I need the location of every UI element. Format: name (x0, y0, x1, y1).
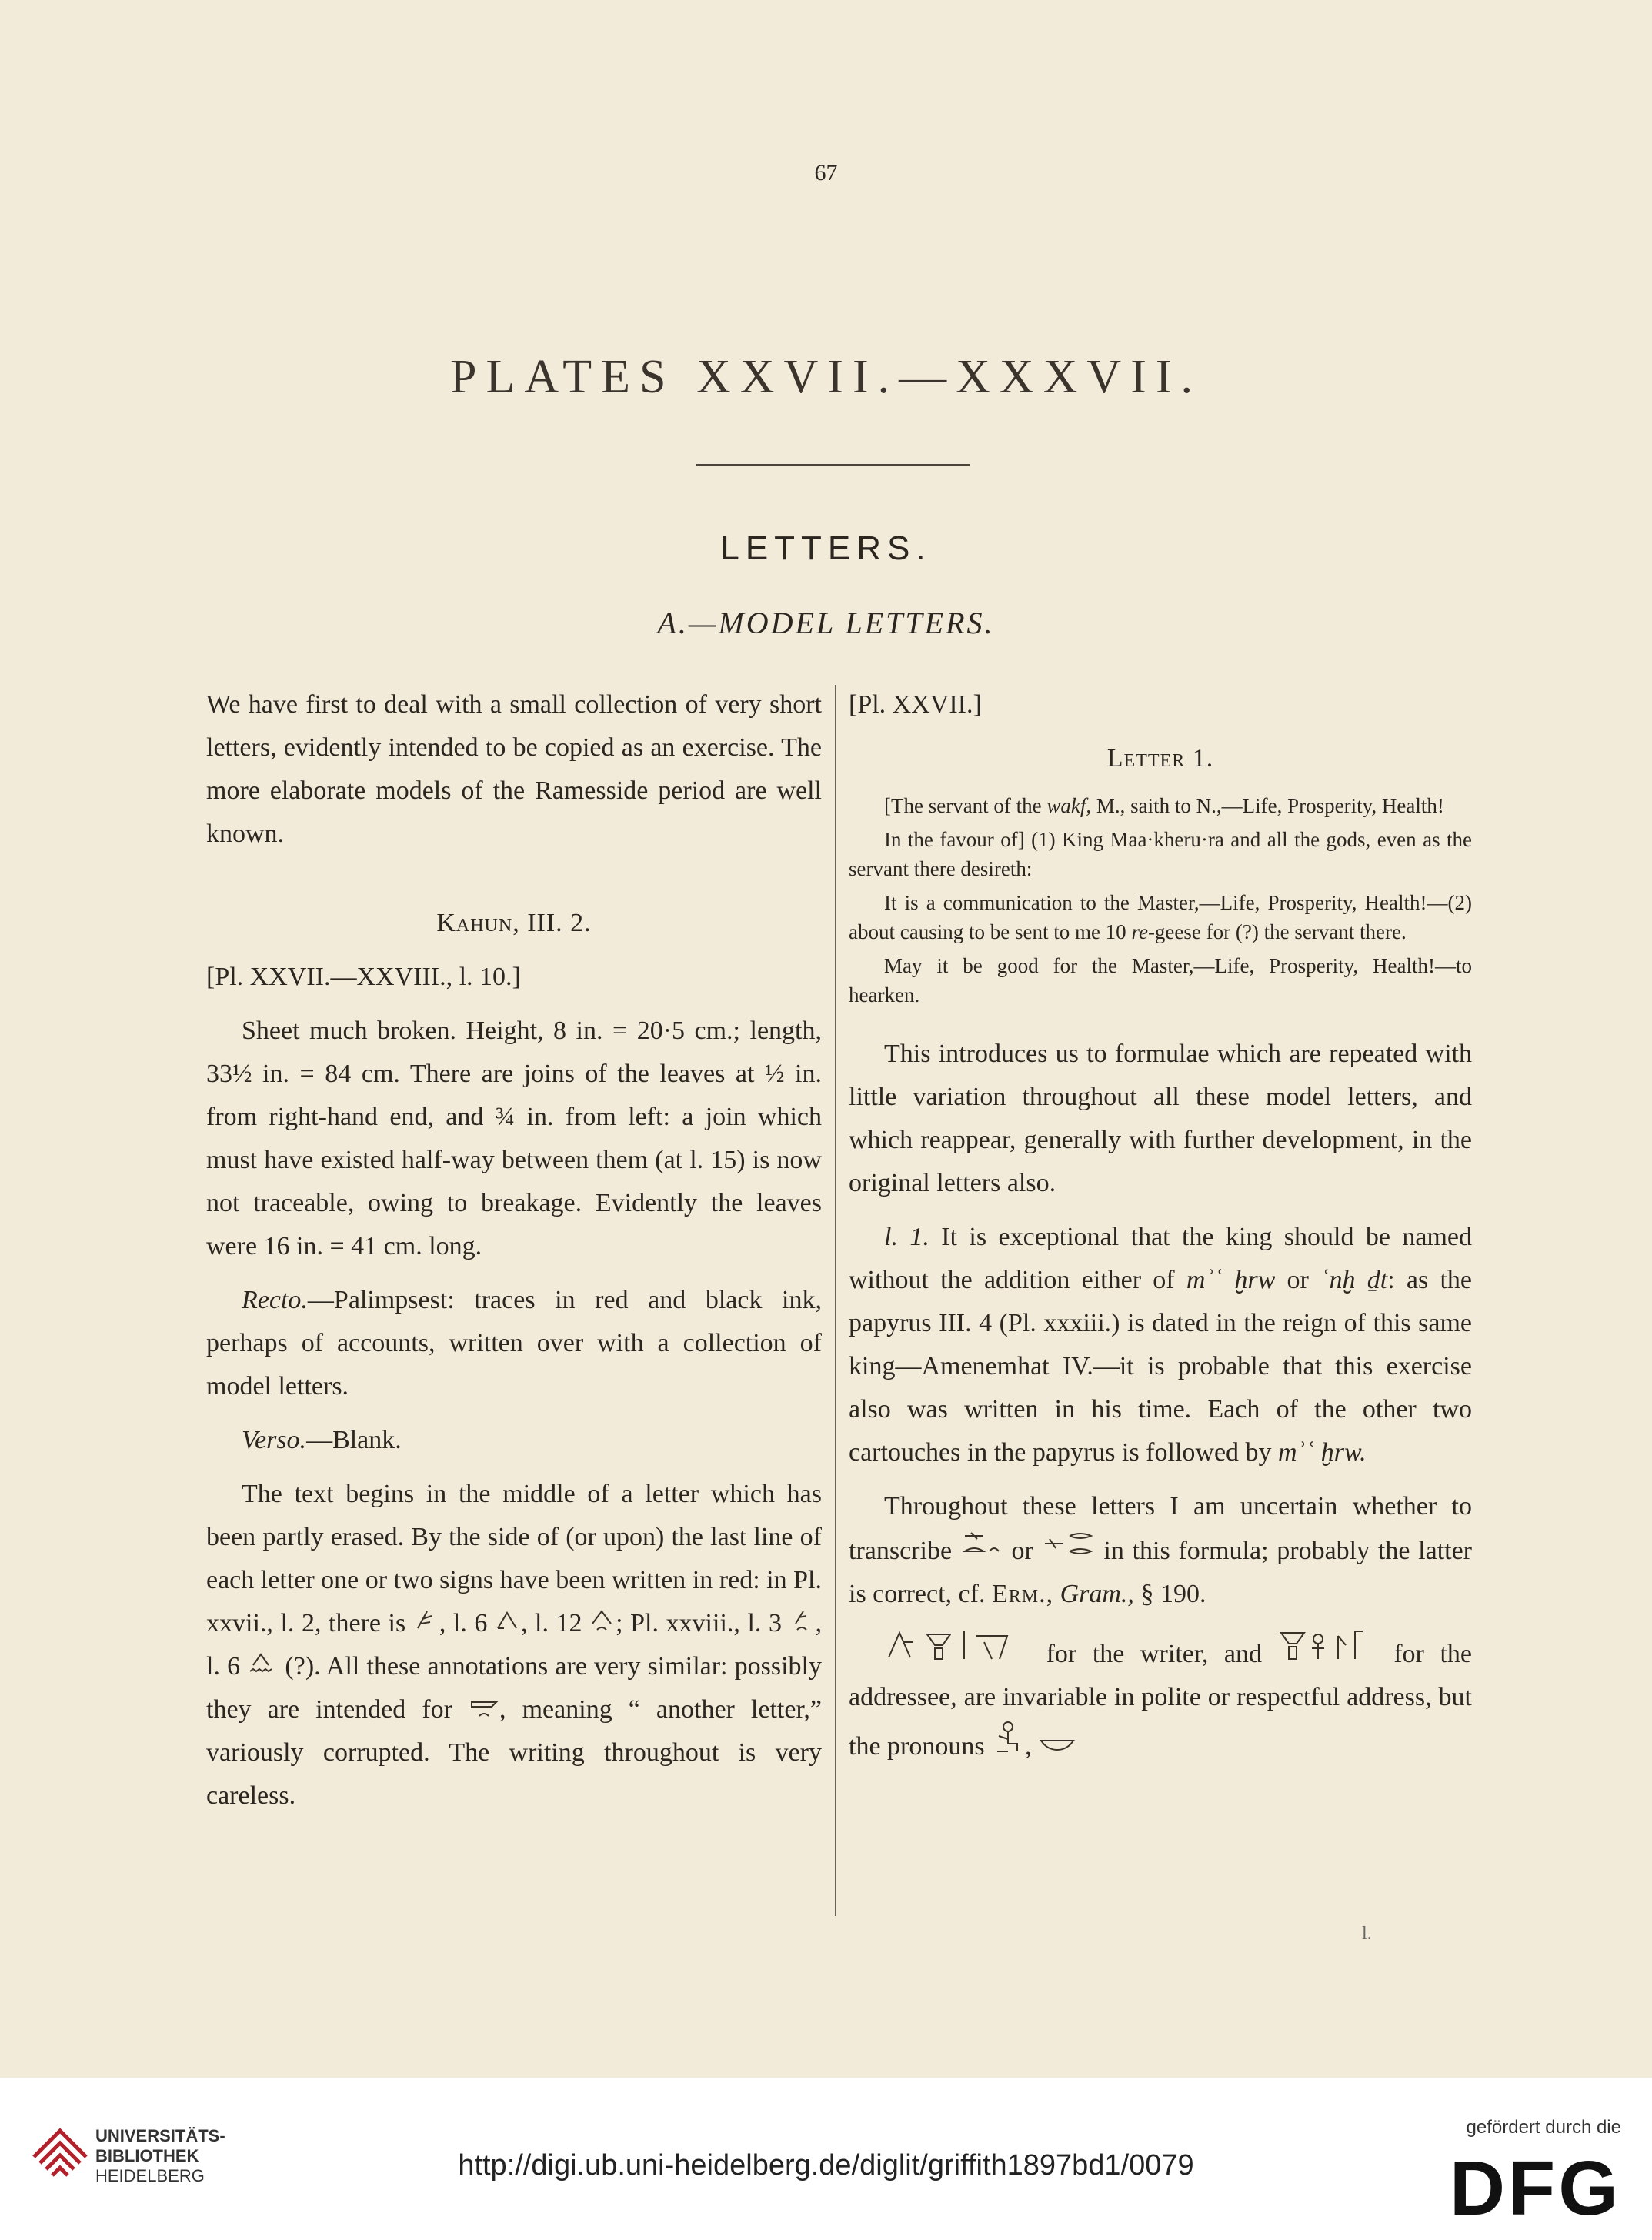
source-url-link[interactable]: http://digi.ub.uni-heidelberg.de/diglit/griffith1897bd1/0079 (458, 2149, 1194, 2182)
translation-line-4: May it be good for the Master,—Life, Prosperity, Health!—to hearken. (849, 954, 1472, 1006)
hieroglyph-legs-water-icon (247, 1651, 278, 1674)
plates-title: PLATES XXVII.—XXXVII. (450, 351, 1202, 403)
translation-re: re (1131, 920, 1148, 943)
translation-block (849, 791, 1472, 1010)
address-text-c: , (1025, 1732, 1032, 1761)
hieroglyph-legs-icon (495, 1608, 521, 1631)
recto-paragraph (206, 1279, 822, 1408)
address-text-a: for the writer, and (1046, 1640, 1263, 1668)
verso-label: Verso. (242, 1426, 307, 1454)
transliteration-1: mʾʿ ḫrw (1186, 1266, 1276, 1294)
translation-line-2: In the favour of] (1) King Maa·kheru·ra and all the gods, even as the servant there desireth: (849, 828, 1472, 880)
formulae-paragraph: This introduces us to formulae which are repeated with little variation throughout all these model letters, and which reappear, generally with further development, in the original letters also. (849, 1040, 1472, 1197)
transliteration-3: mʾʿ ḫrw. (1278, 1438, 1367, 1467)
hieroglyph-papyrus-roll-icon (469, 1694, 499, 1718)
address-paragraph (849, 1627, 1472, 1768)
hieroglyph-legs-loaf-icon (589, 1608, 616, 1631)
line-one-text-a: It is exceptional that the king should be named without the addition either of (849, 1223, 1473, 1294)
erman-abbrev: Erm., (991, 1580, 1054, 1608)
transcribe-text-d: § 190. (1140, 1580, 1206, 1608)
verso-paragraph (206, 1419, 822, 1462)
section-title: LETTERS. (720, 529, 932, 567)
transcribe-text-a: Throughout these letters I am uncertain whether to transcribe (849, 1492, 1472, 1565)
transcribe-text-c: in this formula; probably the latter is correct, cf. (849, 1537, 1473, 1608)
annotations-text-a: The text begins in the middle of a letter which has been partly erased. By the side of (or upon) the last line of each letter one or two signs have been written in red: in Pl. xxvii., l. 2, there is (206, 1480, 822, 1637)
line-one-text-b: or (1287, 1266, 1309, 1294)
annotations-text-d: ; Pl. xxviii., l. 3 (616, 1609, 782, 1637)
column-divider (835, 685, 836, 1916)
recto-text: —Palimpsest: traces in red and black ink, perhaps of accounts, written over with a collection of model letters. (206, 1286, 822, 1400)
hieroglyph-addressee-group-icon (1278, 1627, 1378, 1662)
translation-wakf: wakf, (1046, 794, 1092, 817)
translation-line-3 (849, 888, 1472, 946)
folio-mark: l. (1362, 1924, 1372, 1944)
grammar-abbrev: Gram., (1060, 1580, 1134, 1608)
transliteration-2: ʿnḫ ḏt (1320, 1266, 1388, 1294)
intro-paragraph: We have first to deal with a small collection of very short letters, evidently intended to be copied as an exercise. The more elaborate models of the Ramesside period are well known. (206, 690, 822, 848)
letter-heading: Letter 1. (1106, 744, 1214, 773)
subsection-title: A.—MODEL LETTERS. (657, 606, 995, 640)
library-name-line-1: UNIVERSITÄTS- (95, 2126, 225, 2145)
hieroglyph-formula-1-icon (960, 1528, 1003, 1559)
annotations-text-b: , l. 6 (439, 1609, 488, 1637)
plate-reference: [Pl. XXVII.—XXVIII., l. 10.] (206, 963, 521, 991)
hieroglyph-reed-loaf-icon (789, 1608, 816, 1631)
hieroglyph-seated-man-icon (991, 1719, 1025, 1754)
title-rule (696, 464, 970, 466)
right-plate-reference: [Pl. XXVII.] (849, 690, 982, 719)
transcribe-paragraph (849, 1485, 1472, 1616)
verso-text: —Blank. (306, 1426, 402, 1454)
annotations-text-c: , l. 12 (520, 1609, 582, 1637)
line-label: l. 1. (884, 1223, 929, 1251)
right-column (849, 683, 1472, 1779)
kahun-heading: Kahun, III. 2. (436, 909, 592, 937)
hieroglyph-writer-group-icon (884, 1627, 1030, 1662)
translation-3b: -geese for (?) the servant there. (1147, 920, 1407, 943)
library-name-line-3: HEIDELBERG (95, 2166, 205, 2185)
funded-by-label: gefördert durch die (1466, 2117, 1621, 2138)
translation-1a: [The servant of the (884, 794, 1042, 817)
annotations-text-g: , meaning “ another letter,” variously corrupted. The writing throughout is very careless. (206, 1695, 823, 1810)
hieroglyph-reed-icon (413, 1608, 439, 1631)
library-name-line-2: BIBLIOTHEK (95, 2146, 199, 2165)
sheet-description: Sheet much broken. Height, 8 in. = 20·5 cm.; length, 33½ in. = 84 cm. There are joins of the leaves at ½ in. from right-hand end, and ¾ in. from left: a join which must have existed half-way between them (at l. 15) is now not traceable, owing to breakage. Evidently the leaves were 16 in. = 41 cm. long. (206, 1017, 822, 1260)
annotations-paragraph (206, 1473, 822, 1818)
page-number: 67 (814, 160, 838, 185)
hieroglyph-formula-2-icon (1042, 1528, 1096, 1559)
annotations-text-f: (?). All these annotations are very similar: possibly they are intended for (206, 1652, 822, 1724)
hieroglyph-basket-icon (1038, 1731, 1076, 1754)
translation-line-1 (849, 791, 1472, 820)
annotations-text-e: , l. 6 (206, 1609, 823, 1681)
translation-3a: It is a communication to the Master,—Life, Prosperity, Health!—(2) about causing to be sent to me 10 (849, 891, 1472, 943)
footer-bar (0, 2078, 1652, 2240)
recto-label: Recto. (242, 1286, 308, 1314)
translation-1b: M., saith to N.,—Life, Prosperity, Health! (1096, 794, 1444, 817)
line-one-paragraph (849, 1216, 1472, 1474)
left-column (206, 683, 822, 1828)
line-one-text-c: : as the papyrus III. 4 (Pl. xxxiii.) is dated in the reign of this same king—Amenemhat IV.—it is probable that this exercise also was written in his time. Each of the other two cartouches in the papyrus is followed by (849, 1266, 1473, 1467)
address-text-b: for the addressee, are invariable in polite or respectful address, but the pronouns (849, 1640, 1473, 1761)
transcribe-text-b: or (1011, 1537, 1033, 1565)
dfg-logo: DFG (1449, 2145, 1621, 2232)
